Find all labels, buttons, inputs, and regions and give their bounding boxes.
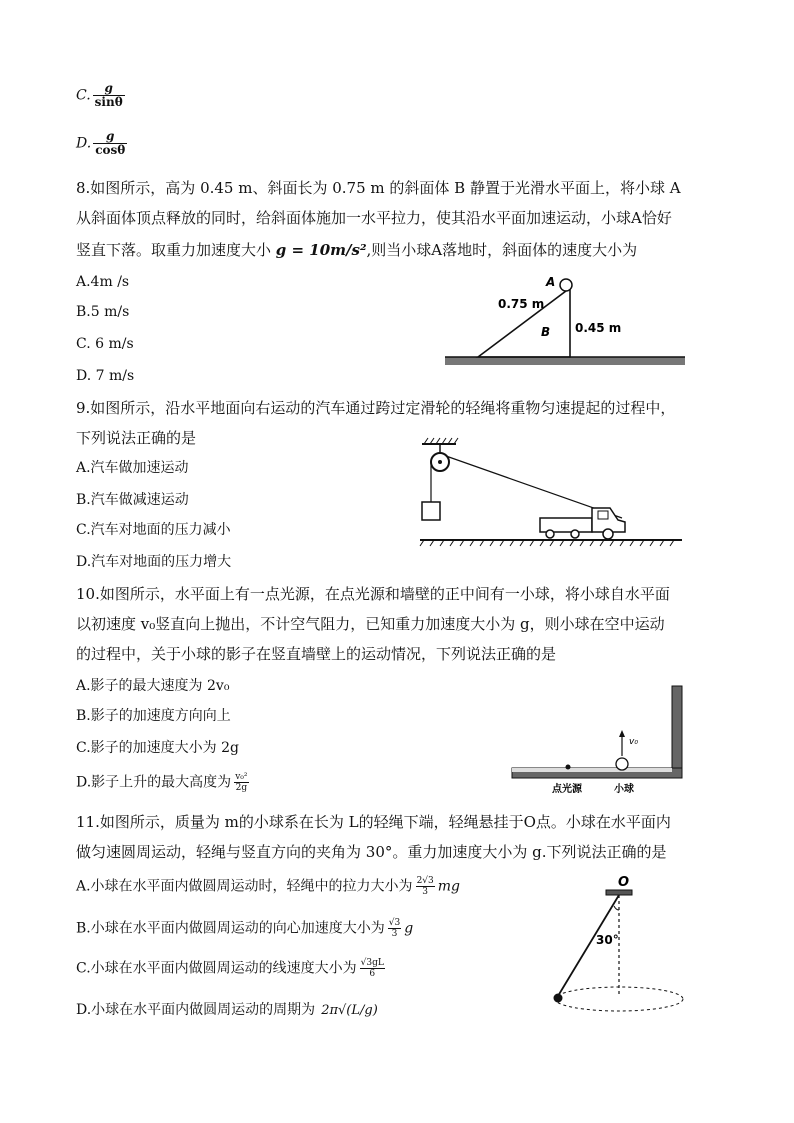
q10-wall (672, 686, 682, 778)
q10-ball (616, 758, 628, 770)
q8-option-b: B.5 m/s (76, 304, 130, 320)
q11-stem-line-2: 做匀速圆周运动，轻绳与竖直方向的夹角为 30°。重力加速度大小为 g.下列说法正确的是 (76, 843, 667, 861)
q8-option-c: C. 6 m/s (76, 336, 134, 352)
q9-option-b: B.汽车做减速运动 (76, 492, 189, 508)
q11-option-b-tail: g (404, 920, 414, 937)
q7-option-c-fraction (93, 82, 125, 109)
q8-stem-line-3 (76, 240, 637, 260)
q11-conical-pendulum-figure (538, 870, 698, 1020)
q11-option-a-den: 3 (422, 887, 429, 897)
q8-label-b: B (541, 325, 551, 339)
q8-label-a: A (546, 275, 556, 289)
q8-stem-line-1: 8.如图所示，高为 0.45 m、斜面长为 0.75 m 的斜面体 B 静置于光滑水平面上，将小球 A (76, 179, 681, 197)
q8-option-d: D. 7 m/s (76, 368, 135, 384)
q11-option-d-formula: 2π√(L/g) (321, 1003, 378, 1018)
q11-option-a-fraction (416, 876, 435, 897)
q7-option-c-den: sinθ (94, 95, 123, 109)
q10-label-light: 点光源 (552, 784, 582, 795)
q9-option-a: A.汽车做加速运动 (76, 460, 189, 476)
q11-option-a-text: A.小球在水平面内做圆周运动时，轻绳中的拉力大小为 (76, 878, 413, 895)
q11-option-d-text: D.小球在水平面内做圆周运动的周期为 (76, 1002, 316, 1018)
q11-option-a-tail: mg (437, 878, 460, 895)
q7-option-c-label: C. (76, 87, 91, 104)
q10-stem-line-2: 以初速度 v₀竖直向上抛出，不计空气阻力，已知重力加速度大小为 g，则小球在空中运动 (76, 615, 665, 633)
q7-option-d-fraction (93, 130, 127, 157)
q10-option-b: B.影子的加速度方向向上 (76, 708, 231, 724)
q10-option-d-num: v₀² (235, 772, 248, 782)
q11-option-b (76, 918, 413, 939)
q10-option-d-fraction (234, 772, 248, 793)
q11-option-c-num: √3gL (360, 958, 384, 968)
q9-truck-pulley-figure (410, 436, 690, 551)
q9-option-d: D.汽车对地面的压力增大 (76, 554, 232, 570)
q10-stem-line-3: 的过程中，关于小球的影子在竖直墙壁上的运动情况，下列说法正确的是 (76, 645, 557, 663)
q7-option-d-num: g (93, 130, 127, 144)
q11-option-b-num: √3 (388, 918, 401, 928)
q7-option-c-num: g (93, 82, 125, 96)
q10-label-v0: v₀ (629, 737, 638, 747)
q8-label-height: 0.45 m (575, 321, 622, 335)
q11-option-c-den: 6 (369, 969, 376, 979)
q10-shadow-figure (508, 682, 692, 798)
q7-option-c (76, 82, 127, 109)
q9-stem-line-1: 9.如图所示，沿水平地面向右运动的汽车通过跨过定滑轮的轻绳将重物匀速提起的过程中， (76, 399, 676, 417)
q11-option-b-den: 3 (391, 929, 398, 939)
q8-label-slope: 0.75 m (498, 297, 545, 311)
q8-stem-line-3-b: ,则当小球A落地时，斜面体的速度大小为 (366, 241, 638, 259)
q10-stem-line-1: 10.如图所示，水平面上有一点光源，在点光源和墙壁的正中间有一小球，将小球自水平面 (76, 585, 670, 603)
q10-option-a: A.影子的最大速度为 2v₀ (76, 678, 230, 694)
q9-weight (422, 502, 440, 520)
q11-circular-path (555, 987, 683, 1011)
q11-pivot (606, 890, 632, 895)
q11-option-c-text: C.小球在水平面内做圆周运动的线速度大小为 (76, 960, 357, 977)
q11-option-d (76, 1000, 378, 1021)
q9-truck (540, 508, 625, 539)
q8-stem-line-2: 从斜面体顶点释放的同时，给斜面体施加一水平拉力，使其沿水平面加速运动，小球A恰好 (76, 209, 672, 227)
q7-option-d (76, 130, 129, 157)
q8-incline-figure (440, 270, 690, 375)
q8-ball-a (560, 279, 572, 291)
q11-option-a (76, 876, 460, 897)
q11-stem-line-1: 11.如图所示，质量为 m的小球系在长为 L的轻绳下端，轻绳悬挂于O点。小球在水平面内 (76, 813, 671, 831)
q10-option-d (76, 772, 252, 793)
q8-option-a: A.4m /s (76, 274, 130, 290)
q7-option-d-den: cosθ (95, 143, 126, 157)
q8-gravity-formula: g = 10m/s² (275, 241, 367, 259)
q11-option-b-fraction (388, 918, 401, 939)
q11-ball (554, 994, 563, 1003)
q11-option-b-text: B.小球在水平面内做圆周运动的向心加速度大小为 (76, 920, 385, 937)
q11-label-angle: 30° (596, 933, 619, 947)
q10-option-d-text: D.影子上升的最大高度为 (76, 774, 232, 791)
q11-option-c-fraction (360, 958, 385, 979)
q11-option-a-num: 2√3 (416, 876, 434, 886)
q8-stem-line-3-a: 竖直下落。取重力加速度大小 (76, 241, 276, 259)
q10-light-source (566, 765, 571, 770)
q10-label-ball: 小球 (614, 784, 634, 795)
q9-stem-line-2: 下列说法正确的是 (76, 429, 197, 447)
q10-option-d-den: 2g (235, 783, 248, 793)
q10-option-c: C.影子的加速度大小为 2g (76, 740, 239, 756)
q11-label-o: O (618, 875, 630, 890)
q7-option-d-label: D. (76, 135, 92, 152)
q11-option-c (76, 958, 388, 979)
q8-ground (445, 357, 685, 365)
q9-option-c: C.汽车对地面的压力减小 (76, 522, 231, 538)
